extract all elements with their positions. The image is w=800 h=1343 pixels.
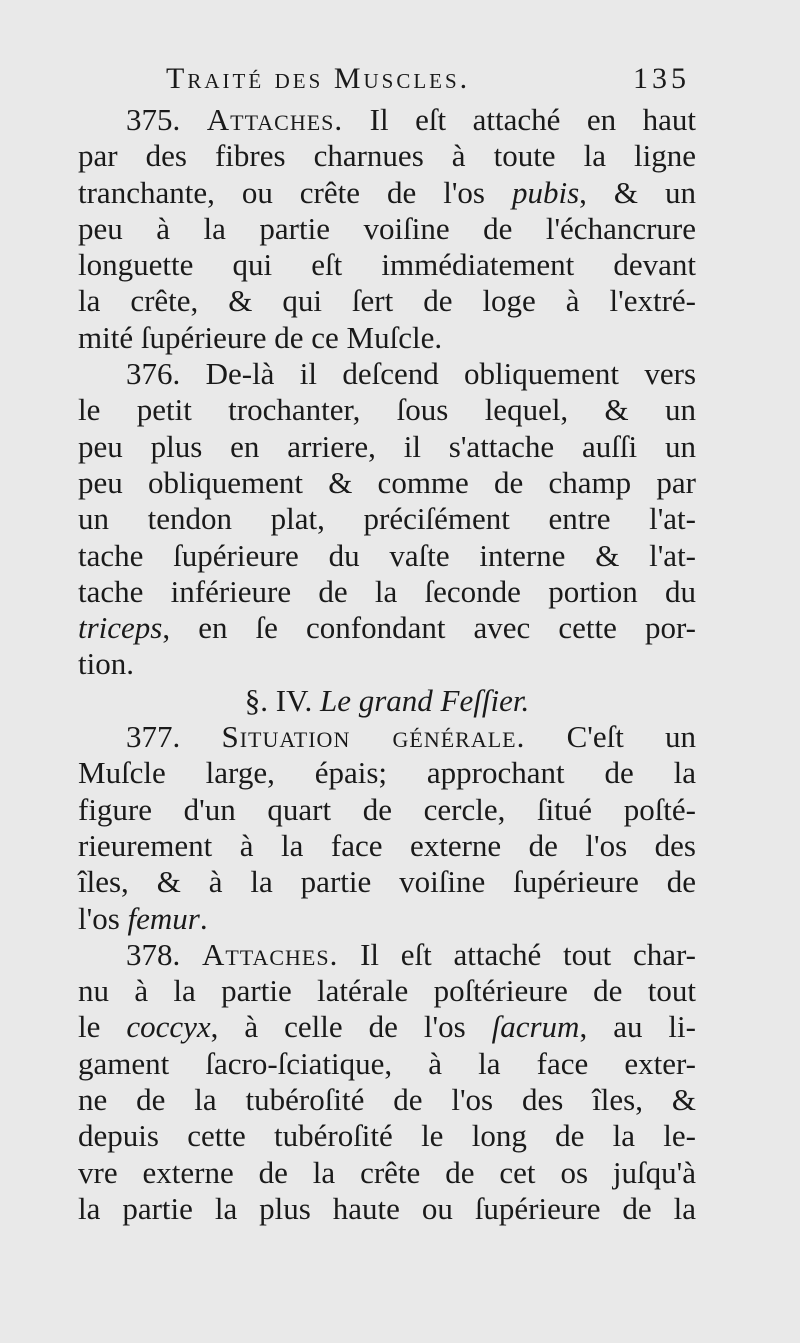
text-line: longuette qui eſt immédiatement devant [78,247,696,283]
text-line: peu plus en arriere, il s'attache auſſi un [78,428,696,464]
text-line: vre externe de la crête de cet os juſqu'à [78,1154,696,1190]
running-header [78,62,696,102]
text-line: triceps, en ſe confondant avec cette por- [78,610,696,646]
text-line: peu à la partie voiſine de l'échancrure [78,210,696,246]
text-line: îles, & à la partie voiſine ſupérieure de [78,864,696,900]
text-line: tranchante, ou crête de l'os pubis, & un [78,174,696,210]
text-line: 378. Attaches. Il eſt attaché tout char- [126,936,696,972]
text-line: gament ſacro-ſciatique, à la face exter- [78,1045,696,1081]
text-line: le petit trochanter, ſous lequel, & un [78,392,696,428]
body-text [78,102,696,1227]
text-line: tion. [78,646,134,682]
text-line: la partie la plus haute ou ſupérieure de la [78,1190,696,1226]
section-heading: §. IV. Le grand Feſſier. [244,682,530,718]
page-content [78,62,696,1227]
text-line: peu obliquement & comme de champ par [78,464,696,500]
text-line: le coccyx, à celle de l'os ſacrum, au li- [78,1009,696,1045]
text-line: figure d'un quart de cercle, ſitué poſté- [78,791,696,827]
text-line: par des fibres charnues à toute la ligne [78,138,696,174]
text-line: nu à la partie latérale poſtérieure de tout [78,973,696,1009]
text-line: Muſcle large, épais; approchant de la [78,755,696,791]
text-line: tache inférieure de la ſeconde portion du [78,573,696,609]
text-line: 377. Situation générale. C'eſt un [126,719,697,755]
text-line: tache ſupérieure du vaſte interne & l'at- [78,537,696,573]
text-line: 375. Attaches. Il eſt attaché en haut [126,102,697,137]
page-number: 135 [633,62,690,95]
text-line: rieurement à la face externe de l'os des [78,827,696,863]
text-line: un tendon plat, préciſément entre l'at- [78,501,696,537]
text-line: mité ſupérieure de ce Muſcle. [78,319,443,355]
text-line: la crête, & qui ſert de loge à l'extré- [78,283,696,319]
text-line: ne de la tubéroſité de l'os des îles, & [78,1082,696,1118]
running-title: Traité des Muscles. [166,62,471,95]
text-line: depuis cette tubéroſité le long de la le- [78,1118,696,1154]
text-line: 376. De-là il deſcend obliquement vers [126,356,697,392]
text-line: l'os femur. [78,900,208,936]
